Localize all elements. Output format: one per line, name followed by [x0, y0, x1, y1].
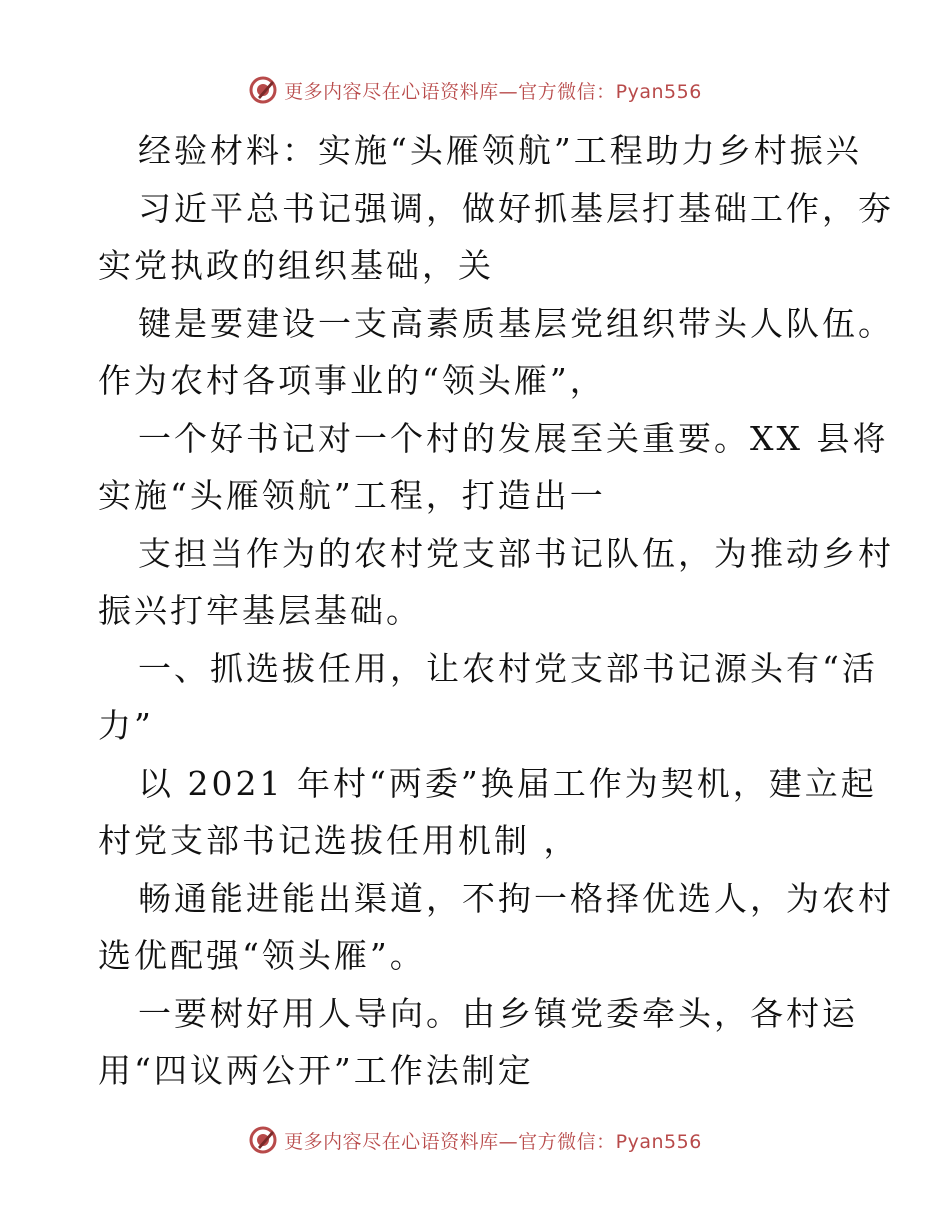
text-line: 经验材料：实施“头雁领航”工程助力乡村振兴 — [138, 131, 862, 170]
pen-logo-icon — [248, 1125, 278, 1155]
text-line: 实施“头雁领航”工程，打造出一 — [98, 476, 606, 515]
text-line: 村党支部书记选拔任用机制 ， — [98, 821, 580, 860]
text-line: 一要树好用人导向。由乡镇党委牵头，各村运 — [138, 993, 858, 1033]
text-line: 振兴打牢基层基础。 — [98, 591, 422, 630]
text-line: 实党执政的组织基础，关 — [98, 246, 494, 285]
text-line: 习近平总书记强调，做好抓基层打基础工作，夯 — [138, 188, 894, 228]
header-watermark-banner — [0, 70, 950, 110]
text-line: 力” — [98, 706, 154, 745]
text-line: 选优配强“领头雁”。 — [98, 936, 426, 975]
footer-watermark-text: 更多内容尽在心语资料库—官方微信：Pyan556 — [284, 1130, 702, 1153]
text-line: 键是要建设一支高素质基层党组织带头人队伍。 — [138, 303, 894, 343]
text-line: 以 2021 年村“两委”换届工作为契机，建立起 — [138, 763, 877, 803]
text-line: 用“四议两公开”工作法制定 — [98, 1051, 534, 1090]
footer-watermark-banner — [0, 1120, 950, 1160]
text-line: 作为农村各项事业的“领头雁”， — [98, 361, 606, 400]
text-line: 一、抓选拔任用，让农村党支部书记源头有“活 — [138, 648, 878, 688]
pen-logo-icon — [248, 75, 278, 105]
text-line: 支担当作为的农村党支部书记队伍，为推动乡村 — [138, 533, 894, 573]
text-line: 一个好书记对一个村的发展至关重要。XX 县将 — [138, 418, 889, 458]
text-line: 畅通能进能出渠道，不拘一格择优选人，为农村 — [138, 878, 894, 918]
document-body — [98, 122, 894, 1100]
header-watermark-text: 更多内容尽在心语资料库—官方微信：Pyan556 — [284, 80, 702, 103]
